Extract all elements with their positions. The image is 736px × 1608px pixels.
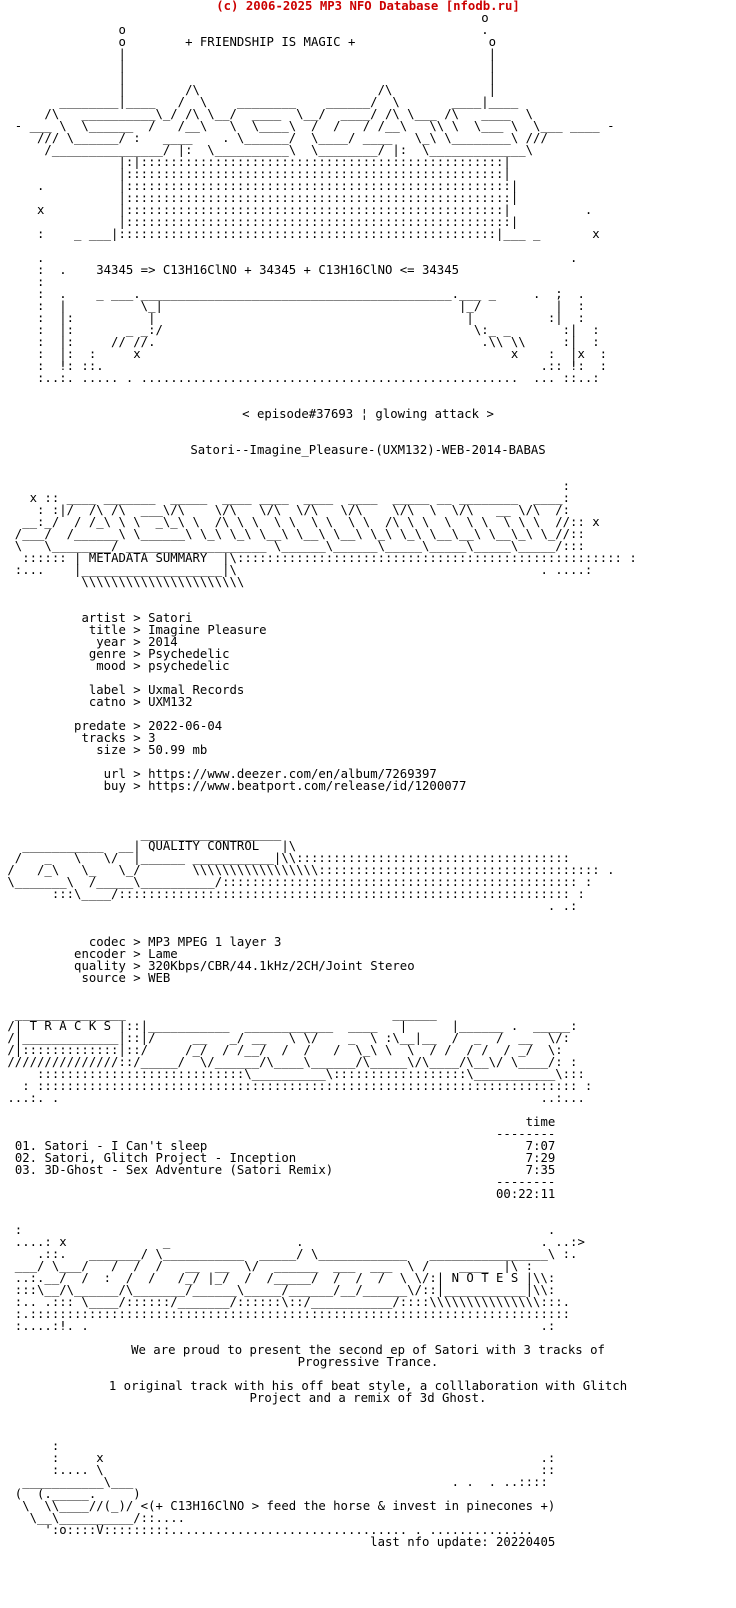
metadata-value: 2022-06-04 <box>148 719 223 733</box>
metadata-row-url: url > https://www.deezer.com/en/album/7269397 <box>103 767 437 781</box>
metadata-art-line: \ \________/ ___________________ \______\______\_____\_____\_____\_____/::: <box>0 539 585 553</box>
ascii-logo-line: . . <box>0 251 578 265</box>
tracks-art-line: : ::::::::::::::::::::::::::::::::::::::::::::::::::::::::::::::::::::::::: : <box>0 1079 593 1093</box>
metadata-value: Imagine Pleasure <box>148 623 267 637</box>
metadata-title-box: | <box>74 551 89 565</box>
metadata-row-buy: buy > https://www.beatport.com/release/id/1200077 <box>103 779 467 793</box>
tracks-art-line: /|:::::::::::::|::/ /_/ / /__/ / / / \_\ \ \ / / / / / _/ \: <box>0 1043 563 1057</box>
tracks-art-line: /|_____________|::|/ __ _/ __ \ \/ _ \ :\__|__ / _ / __ \/: <box>0 1031 571 1045</box>
footer-tagline: <(+ C13H16ClNO > feed the horse & invest in pinecones +) <box>140 1499 556 1513</box>
metadata-key: buy <box>103 779 126 793</box>
metadata-key: year <box>96 635 126 649</box>
tracks-total-separator: -------- <box>496 1175 556 1189</box>
ascii-logo-line: |::::::::::::::::::::::::::::::::::::::::::::::::::::| <box>0 215 519 229</box>
quality-key: source <box>81 971 126 985</box>
metadata-row-artist: artist > Satori <box>81 611 193 625</box>
quality-art-line: / /_\ \_ \_/ \\\\\\\\\\\\\\\\\:::::::::::::::::::::::::::::::::::::: . <box>0 863 615 877</box>
notes-paragraph-1-line-1: We are proud to present the second ep of Satori with 3 tracks of <box>131 1343 605 1357</box>
quality-section-title: QUALITY CONTROL <box>148 839 260 853</box>
track-title: Satori, Glitch Project - Inception <box>44 1151 297 1165</box>
ascii-logo-line: |:|:::::::::::::::::::::::::::::::::::::::::::::::::| <box>0 155 511 169</box>
metadata-section-header <box>0 480 736 588</box>
metadata-key: catno <box>88 695 126 709</box>
metadata-art-line: /___/ /______\ \______\ \_\ \_\ \__\ \__\ \__\ \_\ \_\ \__\__\ \__\_\ \_//:: <box>0 527 585 541</box>
ascii-logo-line: |::::::::::::::::::::::::::::::::::::::::::::::::::::| <box>0 191 519 205</box>
metadata-row-year: year > 2014 <box>96 635 178 649</box>
metadata-key: size <box>96 743 126 757</box>
ascii-logo-line: /// \______/ : ____ . \______/ \____/ ____ \_\ \________\ /// <box>0 131 548 145</box>
quality-value: WEB <box>148 971 171 985</box>
quality-list <box>0 936 736 984</box>
footer-art-line: \ \\____//(_)/ <(+ C13H16ClNO > feed the horse & invest in pinecones +) <box>0 1499 556 1513</box>
metadata-art-line: x :: ____ _______ _____ ____ ____ ____ ____ _____ __ ________ ____: <box>0 491 571 505</box>
metadata-key: url <box>103 767 126 781</box>
tracks-total-line <box>0 1188 736 1200</box>
metadata-value: 2014 <box>148 635 178 649</box>
metadata-row-predate: predate > 2022-06-04 <box>74 719 223 733</box>
last-nfo-update: last nfo update: 20220405 <box>370 1535 556 1549</box>
tracks-total: 00:22:11 <box>496 1187 556 1201</box>
episode-line: < episode#37693 ¦ glowing attack > <box>242 407 494 421</box>
quality-art-line: :::\____/::::::::::::::::::::::::::::::::::::::::::::::::::::::::::::: : <box>0 887 585 901</box>
metadata-art-line: :::::: | METADATA SUMMARY |\:::::::::::::::::::::::::::::::::::::::::::::::::::: : <box>0 551 637 565</box>
metadata-art-line: : :|/ /\ /\ ___\/\ \/\ \/\ \/\ \/\ \/\ \ \/\ __ \/\ /: <box>0 503 571 517</box>
footer-art-line: \__\__________/::.... <box>0 1511 186 1525</box>
track-items <box>0 1140 736 1176</box>
ascii-logo-line: : |: | | :| : <box>0 311 585 325</box>
quality-art-line: ___________ __| QUALITY CONTROL |\ <box>0 839 297 853</box>
notes-art-line: ..:.__/ / : / / /_/ |_/ / /_____/ / / / \ \/:| N O T E S |\\: <box>0 1271 556 1285</box>
copyright-header: (c) 2006-2025 MP3 NFO Database [nfodb.ru] <box>216 0 520 13</box>
track-title: Satori - I Can't sleep <box>44 1139 208 1153</box>
footer-art-line: ':o::::V:::::::::................................ . .............. <box>0 1523 534 1537</box>
metadata-value: Psychedelic <box>148 647 230 661</box>
tracks-art-line: /| T R A C K S |::|___________ ____________ ____ | |______ . _____: <box>0 1019 578 1033</box>
quality-row-quality: quality > 320Kbps/CBR/44.1kHz/2CH/Joint Stereo <box>74 959 415 973</box>
ascii-logo-line: /\ __________\_/ /\ \__/ ____ \__/ ____/ /\ \___ /\ ____ \ <box>0 107 534 121</box>
notes-art-line: ___/ \___/ / / / __ __ \/ ______ ___ ___ \ / ____ |\ : <box>0 1259 534 1273</box>
metadata-list <box>0 612 736 792</box>
metadata-value: UXM132 <box>148 695 193 709</box>
ascii-logo-line: |:::::::::::::::::::::::::::::::::::::::::::::::::::| <box>0 167 511 181</box>
quality-key: quality <box>74 959 126 973</box>
notes-section-header <box>0 1224 736 1332</box>
ascii-logo-line: : |: // //. .\\ \\ :| : <box>0 335 600 349</box>
metadata-key: genre <box>88 647 126 661</box>
ascii-logo-line: /_______________/ |: \__________\ \________/ |: \_____________\ <box>0 143 534 157</box>
notes-art-line: .::. _______/ \___________ _____/ \____________ ________________\ :. <box>0 1247 578 1261</box>
metadata-art-line: __:_/ / /_\ \ \ _\_\ \ /\ \ \ \ \ \ \ \ \ /\ \ \ \ \ \ \ \ \ //:: x <box>0 515 600 529</box>
notes-art-line: :.::::::::::::::::::::::::::::::::::::::::::::::::::::::::::::::::::::::::: <box>0 1307 571 1321</box>
quality-row-codec: codec > MP3 MPEG 1 layer 3 <box>88 935 282 949</box>
metadata-row-label: label > Uxmal Records <box>88 683 245 697</box>
quality-value: MP3 MPEG 1 layer 3 <box>148 935 282 949</box>
ascii-logo-line: : | \_| |_/ | : <box>0 299 585 313</box>
metadata-value: psychedelic <box>148 659 230 673</box>
tracks-time-header: time <box>525 1115 556 1129</box>
tracks-art-line: ::::::::::::::::::::::::::::\__________\::::::::::::::::::\___________\::: <box>0 1067 585 1081</box>
notes-section-title: N O T E S <box>451 1271 519 1285</box>
metadata-section-title: METADATA SUMMARY <box>88 551 208 565</box>
ascii-logo-line: - ___ \ \______ / /__\ \ \____\ / / / /__\ \\ \ \___ \ \___ ____ - <box>0 119 615 133</box>
quality-value: Lame <box>148 947 178 961</box>
quality-art-line: / _ \ \/ |______ ___________|\\::::::::::::::::::::::::::::::::::::: <box>0 851 571 865</box>
footer-art-line: : x .: <box>0 1451 556 1465</box>
metadata-value: 3 <box>148 731 156 745</box>
notes-art-line: :.. .::: \____/::::::/_______/::::::\::/___________/::::\\\\\\\\\\\\\\\:::. <box>0 1295 571 1309</box>
tracks-separator: -------- <box>496 1127 556 1141</box>
metadata-value: 50.99 mb <box>148 743 208 757</box>
track-number: 01. <box>14 1139 38 1153</box>
tracks-art-line: ///////////////::/_____/ \/______/\____\______/\_____\/\____/\__\/ \____/: : <box>0 1055 578 1069</box>
metadata-key: label <box>88 683 126 697</box>
ascii-logo-line: :..:. ..... . ................................................... ... ::..: <box>0 371 600 385</box>
notes-paragraph-2-line-2: Project and a remix of 3d Ghost. <box>249 1391 487 1405</box>
release-name: Satori--Imagine_Pleasure-(UXM132)-WEB-2014-BABAS <box>190 443 546 457</box>
metadata-key: mood <box>96 659 126 673</box>
tracks-section-title: T R A C K S <box>29 1019 112 1033</box>
ascii-logo-line: : |: _ _:/ \:_ _ :| : <box>0 323 600 337</box>
metadata-key: predate <box>74 719 126 733</box>
ascii-logo-line: : . 34345 => C13H16ClNO + 34345 + C13H16ClNO <= 34345 <box>0 263 460 277</box>
notes-paragraph-2-line-1: 1 original track with his off beat style, a colllaboration with Glitch <box>108 1379 628 1393</box>
metadata-row-mood: mood > psychedelic <box>96 659 230 673</box>
metadata-row-title: title > Imagine Pleasure <box>88 623 267 637</box>
footer-art-line: ___________\___ . . . ..:::: <box>0 1475 548 1489</box>
metadata-key: tracks <box>81 731 126 745</box>
metadata-value[interactable]: https://www.beatport.com/release/id/1200077 <box>148 779 467 793</box>
quality-art-line: . .: <box>0 899 578 913</box>
notes-body <box>0 1344 736 1404</box>
footer <box>0 1440 736 1548</box>
ascii-logo-line: | /\ /\ | <box>0 83 497 97</box>
footer-art-line: : <box>0 1439 60 1453</box>
track-time: 7:07 <box>525 1139 556 1153</box>
ascii-logo-line: : _ ___|:::::::::::::::::::::::::::::::::::::::::::::::::::|___ _ x <box>0 227 600 241</box>
footer-art-line: ( (._____. ) <box>0 1487 141 1501</box>
metadata-art-line: :... |___________________|\ . ....: <box>0 563 593 577</box>
notes-art-line: : . <box>0 1223 556 1237</box>
quality-section-header <box>0 828 736 912</box>
metadata-value[interactable]: https://www.deezer.com/en/album/7269397 <box>148 767 437 781</box>
track-number: 03. <box>14 1163 38 1177</box>
metadata-art-line: \\\\\\\\\\\\\\\\\\\\\\ <box>0 575 245 589</box>
ascii-logo-line: : . _ ___.__________________________________________.___ _ . ; . <box>0 287 585 301</box>
track-number: 02. <box>14 1151 38 1165</box>
tracks-section-header <box>0 1008 736 1104</box>
metadata-art-line: : <box>0 479 571 493</box>
notes-art-line: :::\__/\______/\_______/______\_____/______/__/______\/::|___________|\\: <box>0 1283 556 1297</box>
metadata-row-genre: genre > Psychedelic <box>88 647 230 661</box>
metadata-value: Satori <box>148 611 193 625</box>
ascii-logo-line: . |::::::::::::::::::::::::::::::::::::::::::::::::::::| <box>0 179 519 193</box>
ascii-logo-line: o <box>0 11 489 25</box>
track-time: 7:35 <box>525 1163 556 1177</box>
notes-art-line: ....: x _ . . ..:> <box>0 1235 585 1249</box>
ascii-logo-line: ________|____ / \ ________ ______/ \ ____|____ <box>0 95 519 109</box>
ascii-logo-line: o + FRIENDSHIP IS MAGIC + o <box>0 35 497 49</box>
track-title: 3D-Ghost - Sex Adventure (Satori Remix) <box>44 1163 334 1177</box>
ascii-logo-line: o . <box>0 23 489 37</box>
quality-row-source: source > WEB <box>81 971 171 985</box>
tracks-art-line: ...:. . ..:... <box>0 1091 585 1105</box>
quality-row-encoder: encoder > Lame <box>74 947 178 961</box>
metadata-key: title <box>88 623 126 637</box>
ascii-logo-line: : <box>0 275 45 289</box>
metadata-value: Uxmal Records <box>148 683 245 697</box>
track-time: 7:29 <box>525 1151 556 1165</box>
quality-value: 320Kbps/CBR/44.1kHz/2CH/Joint Stereo <box>148 959 415 973</box>
ascii-logo-line: | | <box>0 71 497 85</box>
quality-key: codec <box>88 935 126 949</box>
metadata-key: artist <box>81 611 126 625</box>
tracks-list <box>0 1116 736 1200</box>
footer-art-line: :.... \ :: <box>0 1463 556 1477</box>
metadata-row-tracks: tracks > 3 <box>81 731 156 745</box>
ascii-logo-line: : !: ::. .:: !: : <box>0 359 608 373</box>
ascii-logo-line: | | <box>0 59 497 73</box>
notes-paragraph-1-line-2: Progressive Trance. <box>297 1355 439 1369</box>
tracks-art-line: _______________ ______ <box>0 1007 437 1021</box>
quality-art-line: ___________________ <box>0 827 282 841</box>
ascii-logo-line: x |:::::::::::::::::::::::::::::::::::::::::::::::::::| . <box>0 203 593 217</box>
quality-art-line: \_______\ /_____\__________/:::::::::::::::::::::::::::::::::::::::::::::::: : <box>0 875 593 889</box>
top-ascii-logo <box>0 12 736 384</box>
quality-key: encoder <box>74 947 126 961</box>
metadata-row-catno: catno > UXM132 <box>88 695 193 709</box>
notes-art-line: :....:!. . .: <box>0 1319 556 1333</box>
metadata-row-size: size > 50.99 mb <box>96 743 208 757</box>
footer-update-line <box>0 1536 736 1548</box>
ascii-logo-line: | | <box>0 47 497 61</box>
ascii-logo-line: : |: : x x : |x : <box>0 347 608 361</box>
